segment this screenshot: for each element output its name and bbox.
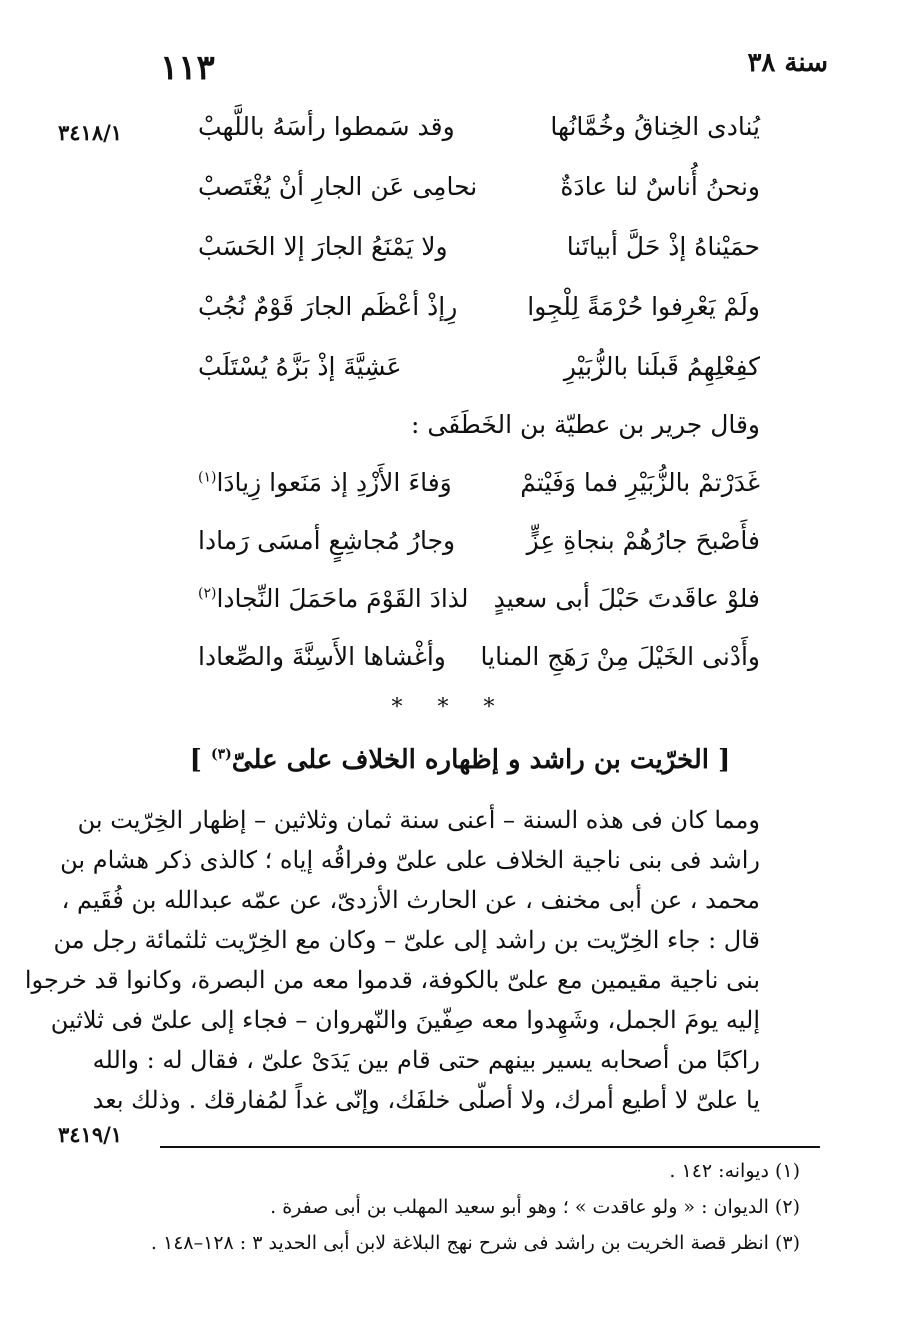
footnote: (٢) الديوان : « ولو عاقدت » ؛ وهو أبو سعيد المهلب بن أبى صفرة . [270,1196,800,1218]
verse-row [0,352,900,408]
margin-reference-bottom: ٣٤١٩/١ [58,1122,123,1147]
page-number: ١١٣ [160,48,215,88]
verse-row [0,526,900,582]
verse-first-hemistich: وأَدْنى الخَيْلَ مِنْ رَهَجِ المنايا [480,642,760,671]
prose-line: محمد ، عن أبى مخنف ، عن الحارث الأزدىّ، عن عمّه عبدالله بن فُقَيم ، [61,886,760,914]
verse-row [0,172,900,228]
footnote-divider [160,1146,820,1148]
verse-first-hemistich: يُنادى الخِناقُ وخُمَّانُها [550,112,760,141]
prose-line: راشد فى بنى ناجية الخلاف على علىّ وفراقُه إياه ؛ كالذى ذكر هشام بن [60,846,760,874]
verse-second-hemistich: رِإذْ أعْظَم الجارَ قَوْمٌ نُجُبْ [198,292,458,321]
margin-reference-top: ٣٤١٨/١ [58,120,123,145]
verse-text: لذادَ القَوْمَ ماحَمَلَ النِّجادا [216,584,469,613]
section-title-bracket: ] [189,745,212,775]
footnote-marker: (١) [198,469,217,486]
footnote: (١) ديوانه: ١٤٢ . [669,1160,800,1182]
footnote-marker: (٢) [198,585,217,602]
prose-line: ومما كان فى هذه السنة – أعنى سنة ثمان وثلاثين – إظهار الخِرّيت بن [77,806,760,834]
verse-first-hemistich: كفِعْلِهِمُ قَبلَنا بالزُّبَيْرِ [563,352,760,381]
section-title-text: [ الخرّيت بن راشد و إظهاره الخلاف على علىّ [231,745,731,775]
verse-row [0,468,900,524]
verse-row [0,232,900,288]
prose-line: قال : جاء الخِرّيت بن راشد إلى علىّ – وكان مع الخِرّيت ثلثمائة رجل من [53,926,760,954]
verse-second-hemistich: وقد سَمطوا رأسَهُ باللَّهبْ [198,112,455,141]
verse-second-hemistich: وأغْشاها الأَسِنَّةَ والصِّعادا [198,642,446,671]
prose-line: بنى ناجية مقيمين مع علىّ بالكوفة، قدموا معه من البصرة، وكانوا قد خرجوا [24,966,760,994]
verse-first-hemistich: فلوْ عاقَدتَ حَبْلَ أبى سعيدٍ [493,584,760,613]
section-title [160,745,760,775]
prose-line: إليه يومَ الجمل، وشَهِدوا معه صِفّينَ والنّهروان – فجاء إلى علىّ فى ثلاثين [50,1006,760,1034]
verse-first-hemistich: ونحنُ أُناسٌ لنا عادَةٌ [560,172,760,201]
verse-row [0,112,900,168]
verse-first-hemistich: غَدَرْتمْ بالزُّبَيْرِ فما وَفَيْتمْ [520,468,760,497]
section-separator: * * * [391,695,509,720]
verse-first-hemistich: ولَمْ يَعْرِفوا حُرْمَةً لِلْجِوا [527,292,760,321]
verse-second-hemistich: عَشِيَّةَ إذْ بَزَّهُ يُسْتَلَبْ [198,352,402,381]
prose-line: يا علىّ لا أطيع أمرك، ولا أصلّى خلفَك، وإنّى غداً لمُفارقك . وذلك بعد [92,1086,760,1114]
footnote-marker: (٣) [211,746,232,763]
verse-second-hemistich: وجارُ مُجاشِعٍ أمسَى رَمادا [198,526,456,555]
verse-row [0,584,900,640]
poem-intro: وقال جرير بن عطيّة بن الخَطَفَى : [411,410,760,439]
verse-second-hemistich: ولا يَمْنَعُ الجارَ إلا الحَسَبْ [198,232,448,261]
verse-row [0,292,900,348]
verse-row [0,642,900,698]
verse-first-hemistich: حمَيْناهُ إذْ حَلَّ أبياتَنا [566,232,760,261]
footnote: (٣) انظر قصة الخريت بن راشد فى شرح نهج البلاغة لابن أبى الحديد ٣ : ١٢٨–١٤٨ . [150,1232,800,1254]
verse-second-hemistich: نحامِى عَن الجارِ أنْ يُغْتَصبْ [198,172,478,201]
prose-line: راكبًا من أصحابه يسير بينهم حتى قام بين يَدَىْ علىّ ، فقال له : والله [92,1046,760,1074]
verse-second-hemistich [198,468,452,497]
running-header-year: سنة ٣٨ [747,48,828,78]
verse-second-hemistich [198,584,469,613]
verse-text: وَفاءَ الأَزْدِ إذ مَنَعوا زِيادَا [216,468,452,497]
verse-first-hemistich: فأَصْبحَ جارُهُمْ بنجاةِ عِزٍّ [526,526,760,555]
